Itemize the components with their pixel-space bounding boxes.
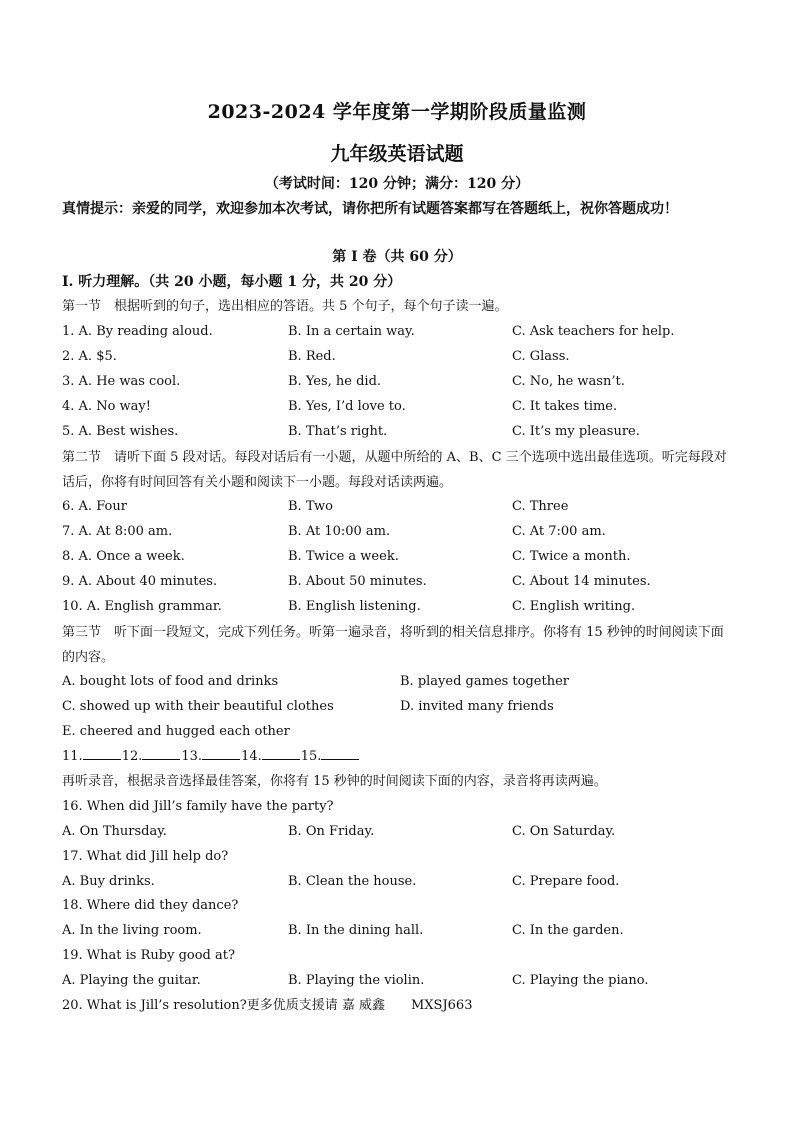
option-b: B. Two xyxy=(288,499,333,514)
option-b: B. At 10:00 am. xyxy=(288,524,391,539)
option-c: C. No, he wasn’t. xyxy=(512,374,625,389)
option-b: B. In the dining hall. xyxy=(288,923,424,938)
option-b: B. Yes, I’d love to. xyxy=(288,399,406,414)
exam-info: （考试时间：120 分钟；满分：120 分） xyxy=(264,176,530,192)
answer-blank[interactable] xyxy=(202,747,240,760)
option-a: 3. A. He was cool. xyxy=(62,374,181,389)
option-c: C. On Saturday. xyxy=(512,824,616,839)
option-b: B. Red. xyxy=(288,349,336,364)
option-a: 7. A. At 8:00 am. xyxy=(62,524,173,539)
question-row xyxy=(62,872,742,892)
option-b: B. Twice a week. xyxy=(288,549,399,564)
second-listen-instruction: 再听录音，根据录音选择最佳答案，你将有 15 秒钟的时间阅读下面的内容，录音将再读两遍。 xyxy=(62,774,607,789)
option-c: C. Prepare food. xyxy=(512,874,620,889)
option-a: A. Playing the guitar. xyxy=(62,973,201,988)
option-b: B. On Friday. xyxy=(288,824,375,839)
option-c: C. At 7:00 am. xyxy=(512,524,606,539)
option-b: B. Playing the violin. xyxy=(288,973,425,988)
option-a: 5. A. Best wishes. xyxy=(62,424,179,439)
answer-blank[interactable] xyxy=(262,747,300,760)
question-row xyxy=(62,497,742,517)
option-a: 1. A. By reading aloud. xyxy=(62,324,213,339)
option-c: C. About 14 minutes. xyxy=(512,574,651,589)
blank-label: 14. xyxy=(241,749,262,764)
option-c: C. Glass. xyxy=(512,349,570,364)
answer-blank[interactable] xyxy=(321,747,359,760)
question-row xyxy=(62,971,742,991)
option-row xyxy=(62,672,742,692)
exam-subtitle: 九年级英语试题 xyxy=(330,143,464,165)
option-b: B. English listening. xyxy=(288,599,421,614)
section3-instruction: 第三节 听下面一段短文，完成下列任务。听第一遍录音，将听到的相关信息排序。你将有 15 秒钟的时间阅读下面的内容。 xyxy=(62,625,724,665)
option-a: 4. A. No way! xyxy=(62,399,151,414)
question-row xyxy=(62,397,742,417)
answer-blank[interactable] xyxy=(83,747,121,760)
option-c: C. It’s my pleasure. xyxy=(512,424,640,439)
question-stem: 19. What is Ruby good at? xyxy=(62,948,235,963)
question-row xyxy=(62,572,742,592)
option-a: 2. A. $5. xyxy=(62,349,117,364)
option-b: B. Clean the house. xyxy=(288,874,417,889)
question-row xyxy=(62,597,742,617)
exam-tip: 真情提示：亲爱的同学，欢迎参加本次考试，请你把所有试题答案都写在答题纸上，祝你答题成功！ xyxy=(62,201,678,217)
option-a: A. Buy drinks. xyxy=(62,874,155,889)
option-b: B. Yes, he did. xyxy=(288,374,382,389)
option-c: C. In the garden. xyxy=(512,923,624,938)
option-b: B. In a certain way. xyxy=(288,324,415,339)
part1-heading: Ⅰ. 听力理解。（共 20 小题，每小题 1 分，共 20 分） xyxy=(62,274,402,290)
question-stem: 17. What did Jill help do? xyxy=(62,849,229,864)
option-c: C. English writing. xyxy=(512,599,636,614)
option-a: 6. A. Four xyxy=(62,499,127,514)
question-row xyxy=(62,322,742,342)
exam-title: 2023-2024 学年度第一学期阶段质量监测 xyxy=(207,101,587,123)
blank-label: 15. xyxy=(300,749,322,764)
option-row xyxy=(62,697,742,717)
answer-blanks xyxy=(62,747,360,767)
option-a: 10. A. English grammar. xyxy=(62,599,222,614)
event-option: B. played games together xyxy=(400,674,570,689)
option-a: 8. A. Once a week. xyxy=(62,549,185,564)
option-c: C. Playing the piano. xyxy=(512,973,649,988)
question-row xyxy=(62,522,742,542)
option-c: C. Three xyxy=(512,499,569,514)
volume-heading: 第 I 卷（共 60 分） xyxy=(332,249,462,265)
question-stem: 16. When did Jill’s family have the party? xyxy=(62,799,334,814)
blank-label: 12. xyxy=(121,749,143,764)
question-20: 20. What is Jill’s resolution?更多优质支援请 嘉 威鑫 MXSJ663 xyxy=(62,998,473,1013)
question-row xyxy=(62,547,742,567)
question-row xyxy=(62,822,742,842)
question-row xyxy=(62,372,742,392)
event-option-e: E. cheered and hugged each other xyxy=(62,724,290,739)
event-option: A. bought lots of food and drinks xyxy=(62,674,279,689)
answer-blank[interactable] xyxy=(142,747,180,760)
option-c: C. Twice a month. xyxy=(512,549,631,564)
question-stem: 18. Where did they dance? xyxy=(62,898,239,913)
option-b: B. That’s right. xyxy=(288,424,388,439)
question-row xyxy=(62,921,742,941)
option-a: A. In the living room. xyxy=(62,923,202,938)
option-a: A. On Thursday. xyxy=(62,824,167,839)
blank-label: 11. xyxy=(62,749,83,764)
blank-label: 13. xyxy=(181,749,203,764)
question-row xyxy=(62,422,742,442)
event-option: C. showed up with their beautiful clothes xyxy=(62,699,334,714)
option-c: C. It takes time. xyxy=(512,399,618,414)
question-row xyxy=(62,347,742,367)
event-option: D. invited many friends xyxy=(400,699,554,714)
section2-instruction: 第二节 请听下面 5 段对话。每段对话后有一小题，从题中所给的 A、B、C 三个选项中选出最佳选项。听完每段对话后，你将有时间回答有关小题和阅读下一小题。每段对话读两遍。 xyxy=(62,450,727,490)
option-a: 9. A. About 40 minutes. xyxy=(62,574,218,589)
section1-instruction: 第一节 根据听到的句子，选出相应的答语。共 5 个句子，每个句子读一遍。 xyxy=(62,299,508,314)
option-c: C. Ask teachers for help. xyxy=(512,324,675,339)
option-b: B. About 50 minutes. xyxy=(288,574,427,589)
